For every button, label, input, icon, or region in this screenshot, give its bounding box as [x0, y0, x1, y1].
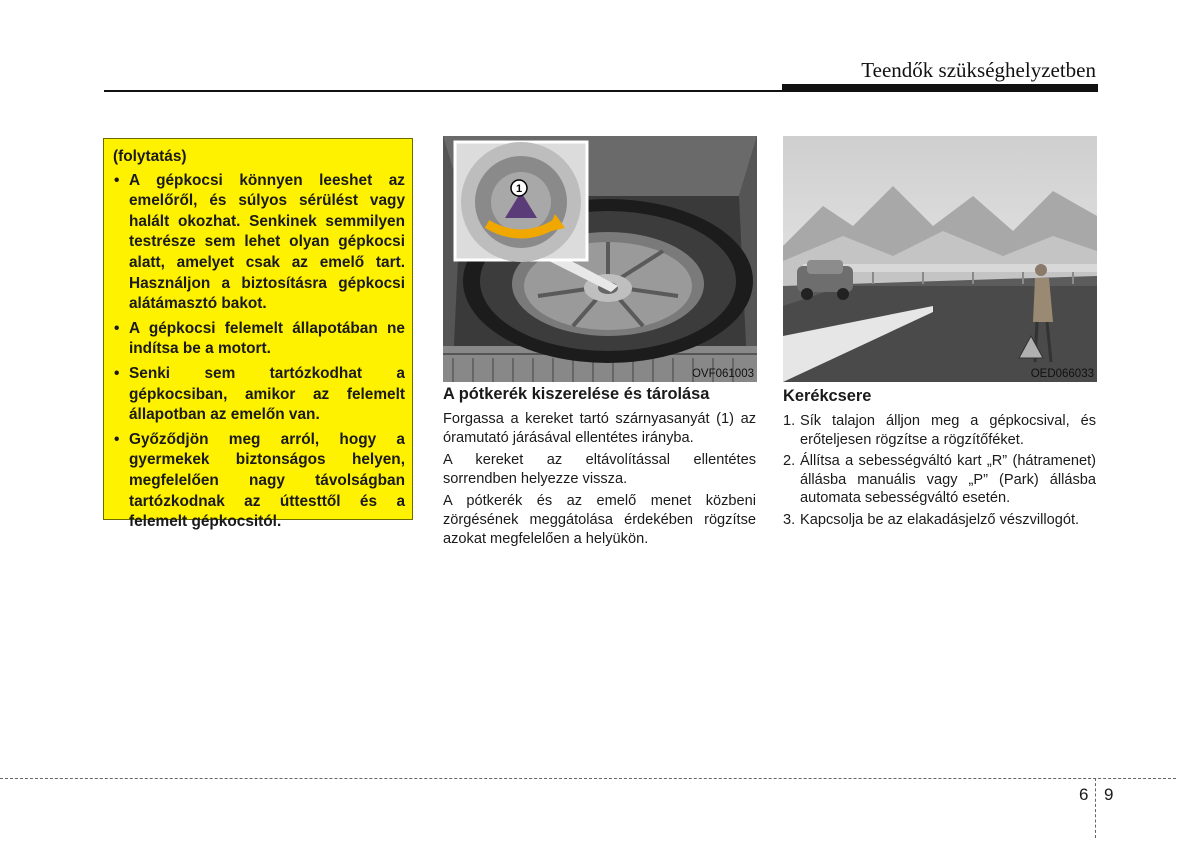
step-number: 2.	[783, 453, 796, 470]
warning-item: • A gépkocsi felemelt állapotában ne indítsa be a motort.	[113, 319, 405, 360]
paragraph: A pótkerék és az emelő menet közbeni zörgésének meggátolása érdekében rögzítse azokat megfelelően a helyükön.	[443, 493, 756, 547]
step-number: 3.	[783, 511, 796, 528]
footer-page-divider	[1095, 778, 1096, 838]
warning-list	[113, 171, 405, 533]
warning-item: • A gépkocsi könnyen leeshet az emelőről, és súlyos sérülést vagy halált okozhat. Senkinek semmilyen testrésze sem lehet olyan gépkocsi alatt, amelyet csak az emelő tart. Használjon a biztosításra gépkocsi alátámasztó bakot.	[113, 171, 405, 315]
figure-code: OVF061003	[691, 368, 754, 380]
step-item	[783, 511, 1096, 530]
step-text: Sík talajon álljon meg a gépkocsival, és erőteljesen rögzítse a rögzítőféket.	[800, 413, 1096, 448]
page-number: 9	[1104, 785, 1114, 804]
figure-code: OED066033	[1030, 368, 1094, 380]
step-list	[783, 412, 1096, 530]
chapter-number: 6	[1079, 785, 1089, 804]
section-heading: A pótkerék kiszerelése és tárolása	[443, 385, 710, 403]
warning-continuation: (folytatás)	[113, 148, 187, 165]
header-rule	[104, 90, 784, 92]
spare-wheel-illustration	[443, 136, 757, 382]
step-text: Állítsa a sebességváltó kart „R” (hátramenet) állásba manuális vagy „P” (Park) állásba automata sebességváltó esetén.	[800, 453, 1096, 507]
section-heading: Kerékcsere	[783, 387, 872, 405]
paragraph: A kereket az eltávolítással ellentétes sorrendben helyezze vissza.	[443, 452, 756, 487]
callout-number: 1	[515, 183, 523, 195]
step-item	[783, 412, 1096, 449]
footer-divider	[0, 778, 1176, 779]
roadside-figure	[783, 136, 1097, 382]
step-text: Kapcsolja be az elakadásjelző vészvillogót.	[800, 511, 1080, 528]
spare-section	[443, 384, 756, 552]
warning-item: • Senki sem tartózkodhat a gépkocsiban, amikor az felemelt állapotban az emelőn van.	[113, 364, 405, 426]
paragraph: Forgassa a kereket tartó szárnyasanyát (1) az óramutató járásával ellentétes irányba.	[443, 411, 756, 446]
step-item	[783, 452, 1096, 508]
spare-wheel-figure	[443, 136, 757, 382]
tire-change-section	[783, 386, 1096, 533]
step-number: 1.	[783, 413, 796, 429]
roadside-illustration	[783, 136, 1097, 382]
warning-item: • Győződjön meg arról, hogy a gyermekek biztonságos helyen, megfelelően nagy távolságban tartózkodnak az úttesttől és a felemelt gépkocsitól.	[113, 430, 405, 533]
header-rule-bar	[782, 84, 1098, 92]
warning-box	[103, 138, 413, 531]
page-header-title: Teendők szükséghelyzetben	[861, 58, 1096, 82]
